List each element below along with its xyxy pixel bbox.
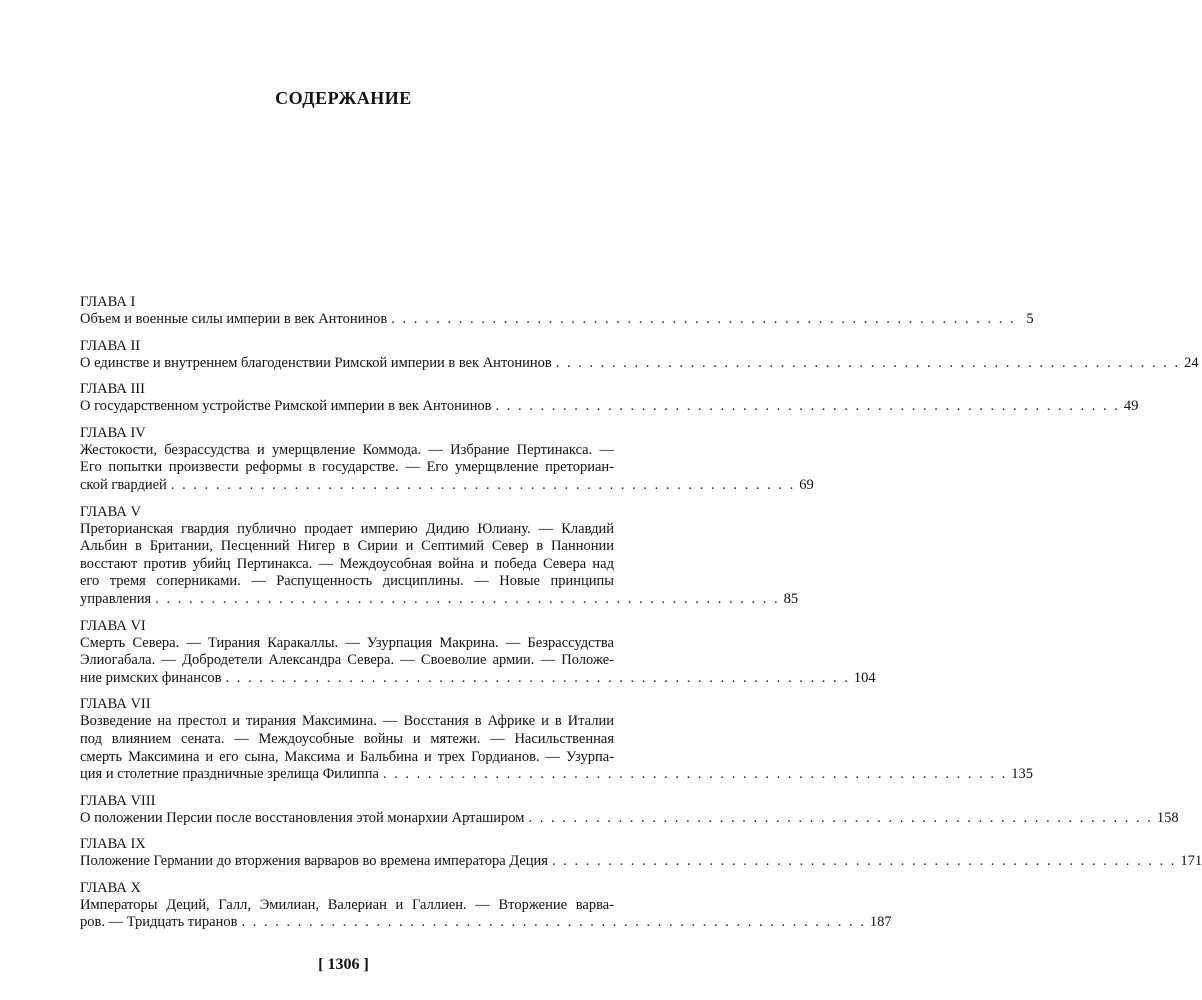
toc-chapter [80,696,1034,783]
chapter-heading: ГЛАВА II [80,337,141,354]
dot-leader: . . . . . . . . . . . . . . . . . . . . . . . . . . . . . . . . . . . . . . . . . . . . . . . . . . . . . . . . [555,354,1181,371]
chapter-description-line: ция и столетние праздничные зрелища Филиппа [80,766,379,783]
chapter-description-line: Возведение на престол и тирания Максимина. — Восстания в Африке и в Италии [80,713,614,730]
dot-leader: . . . . . . . . . . . . . . . . . . . . . . . . . . . . . . . . . . . . . . . . . . . . . . . . . . . . . . . . [528,809,1153,826]
page-reference: 135 [1011,766,1034,783]
chapter-description-line: ской гвардией [80,476,167,493]
dot-leader: . . . . . . . . . . . . . . . . . . . . . . . . . . . . . . . . . . . . . . . . . . . . . . . . . . . . . . . . [495,398,1120,415]
toc-entry-row [80,590,799,609]
page-reference: 69 [799,476,814,493]
page-reference: 104 [853,669,876,686]
chapter-heading: ГЛАВА VII [80,696,151,713]
toc-entry-row [80,853,1202,871]
page-reference: 85 [783,590,799,607]
chapter-description-line: ров. — Тридцать тиранов [80,914,238,931]
dot-leader: . . . . . . . . . . . . . . . . . . . . . . . . . . . . . . . . . . . . . . . . . . . . . . . . . . . . . . . . [155,590,780,607]
chapter-description-line: Смерть Севера. — Тирания Каракаллы. — Узурпация Макрина. — Безрассудства [80,634,614,651]
chapter-description-line: О государственном устройстве Римской империи в век Антонинов [80,398,492,415]
chapter-description-line: О положении Персии после восстановления этой монархии Арташиром [80,809,525,826]
toc-chapter [80,294,1034,329]
dot-leader: . . . . . . . . . . . . . . . . . . . . . . . . . . . . . . . . . . . . . . . . . . . . . . . . . . . . . . . . [170,476,796,493]
toc-entry-row [80,809,1179,828]
toc-chapter [80,617,876,688]
chapter-description-line: Альбин в Британии, Песценний Нигер в Сирии и Септимий Север в Паннонии [80,538,614,555]
chapter-heading: ГЛАВА X [80,879,141,896]
page-title: СОДЕРЖАНИЕ [275,88,412,108]
chapter-description-line: Жестокости, безрассудства и умерщвление Коммода. — Избрание Пертинакса. — [80,441,614,458]
chapter-description-line: Императоры Деций, Галл, Эмилиан, Валериан и Галлиен. — Вторжение варва- [80,896,614,913]
chapter-description-line: О единстве и внутреннем благоденствии Римской империи в век Антонинов [80,354,552,371]
page-reference: 24 [1184,354,1199,371]
chapter-description-line: его тремя соперниками. — Распущенность дисциплины. — Новые принципы [80,573,614,590]
dot-leader: . . . . . . . . . . . . . . . . . . . . . . . . . . . . . . . . . . . . . . . . . . . . . . . . . . . . . . . . [225,669,850,686]
toc-entry-row [80,669,876,688]
chapter-heading: ГЛАВА IX [80,836,146,853]
dot-leader: . . . . . . . . . . . . . . . . . . . . . . . . . . . . . . . . . . . . . . . . . . . . . . . . . . . . . . . . [382,766,1008,783]
dot-leader: . . . . . . . . . . . . . . . . . . . . . . . . . . . . . . . . . . . . . . . . . . . . . . . . . . . . . . . . [241,914,866,931]
chapter-description-line: ние римских финансов [80,669,222,686]
chapter-heading: ГЛАВА VI [80,617,146,634]
page-reference: 158 [1156,809,1179,826]
chapter-description-line: Положение Германии до вторжения варваров во времена императора Деция [80,853,548,870]
dot-leader: . . . . . . . . . . . . . . . . . . . . . . . . . . . . . . . . . . . . . . . . . . . . . . . . . . . . . . . . [391,311,1016,327]
toc-chapter [80,424,814,495]
toc-chapter [80,337,1199,373]
toc-chapter [80,836,1202,871]
toc-chapter [80,381,1139,416]
chapter-description-line: восстают против убийц Пертинакса. — Междоусобная война и победа Севера над [80,555,614,572]
toc-entry-row [80,766,1034,784]
toc-entry-row [80,311,1034,329]
chapter-description-line: Элиогабала. — Добродетели Александра Севера. — Своеволие армии. — Положе- [80,652,614,669]
toc-chapter [80,503,799,609]
chapter-description-line: Его попытки произвести реформы в государстве. — Его умерщвление преториан- [80,459,614,476]
page-reference: 171 [1180,853,1202,870]
chapter-heading: ГЛАВА III [80,381,145,398]
toc-chapter [80,879,892,932]
toc-entry-row [80,914,892,932]
dot-leader: . . . . . . . . . . . . . . . . . . . . . . . . . . . . . . . . . . . . . . . . . . . . . . . . . . . . . . . . [551,853,1177,870]
chapter-description-line: Преторианская гвардия публично продает империю Дидию Юлиану. — Клавдий [80,520,614,537]
page-reference: 187 [869,914,892,931]
chapter-description-line: Объем и военные силы империи в век Антонинов [80,311,388,327]
toc-entry-row [80,476,814,495]
table-of-contents [80,294,1202,941]
toc-chapter [80,792,1179,828]
chapter-description-line: управления [80,590,152,607]
chapter-heading: ГЛАВА VIII [80,792,156,809]
toc-entry-row [80,398,1139,416]
chapter-heading: ГЛАВА IV [80,424,146,441]
chapter-description-line: под влиянием сената. — Междоусобные войны и мятежи. — Насильственная [80,730,614,747]
chapter-description-line: смерть Максимина и его сына, Максима и Бальбина и трех Гордианов. — Узурпа- [80,748,614,765]
page-reference: 5 [1026,311,1034,327]
chapter-heading: ГЛАВА I [80,294,136,310]
page-reference: 49 [1123,398,1139,415]
chapter-heading: ГЛАВА V [80,503,141,520]
toc-entry-row [80,354,1199,373]
page-number: [ 1306 ] [318,956,369,973]
